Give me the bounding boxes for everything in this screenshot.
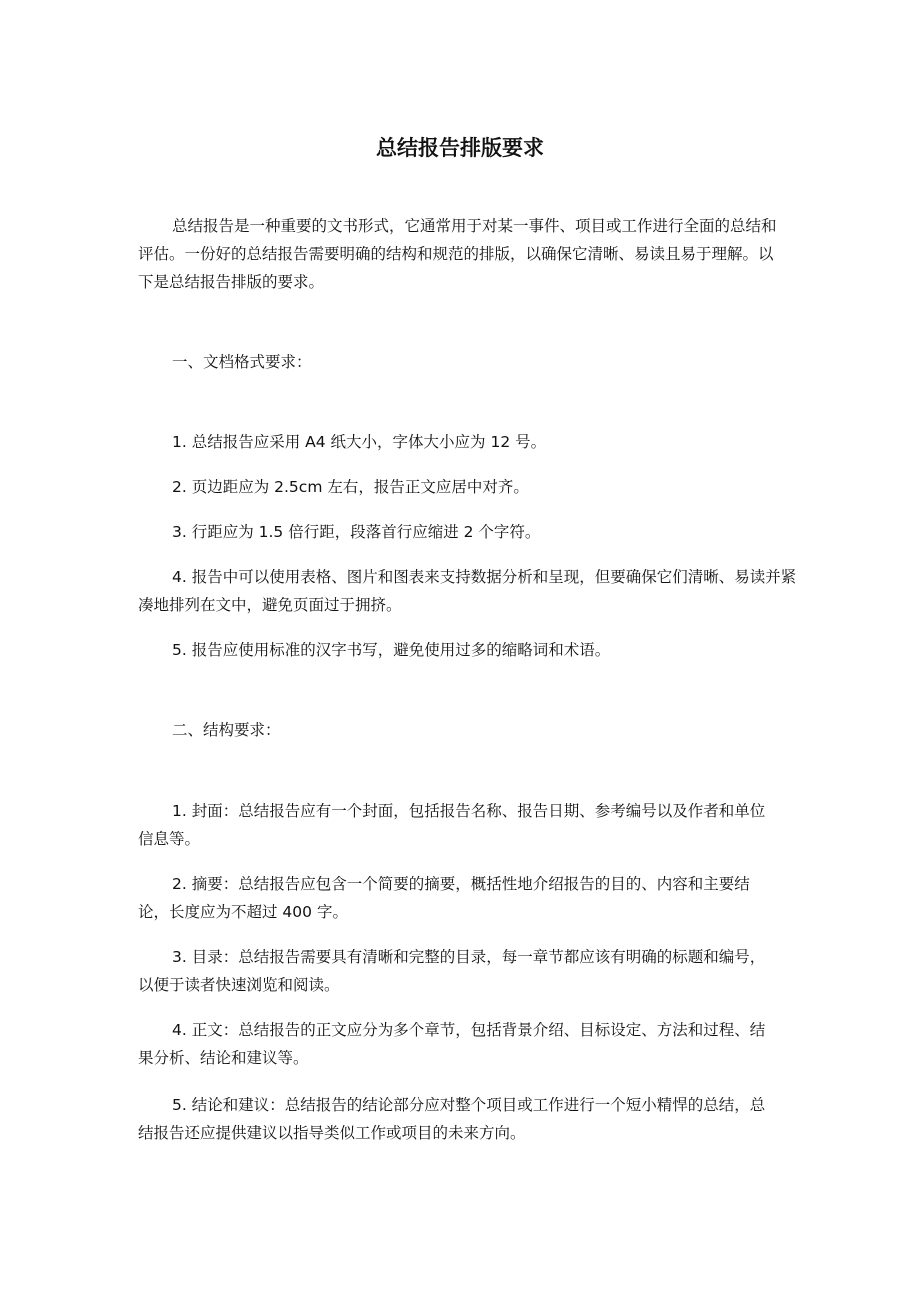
section2-item-3: 3. 目录：总结报告需要具有清晰和完整的目录，每一章节都应该有明确的标题和编号，以便于读者快速浏览和阅读。: [138, 948, 766, 994]
section2-heading: 二、结构要求：: [172, 721, 281, 739]
section1-item-3: 3. 行距应为 1.5 倍行距，段落首行应缩进 2 个字符。: [172, 523, 541, 541]
section1-heading: 一、文档格式要求：: [172, 353, 312, 371]
intro-paragraph: 总结报告是一种重要的文书形式，它通常用于对某一事件、项目或工作进行全面的总结和评估。一份好的总结报告需要明确的结构和规范的排版，以确保它清晰、易读且易于理解。以下是总结报告排版的要求。: [138, 217, 777, 291]
section2-item-4: 4. 正文：总结报告的正文应分为多个章节，包括背景介绍、目标设定、方法和过程、结果分析、结论和建议等。: [138, 1021, 766, 1067]
section2-item-5: 5. 结论和建议：总结报告的结论部分应对整个项目或工作进行一个短小精悍的总结，总结报告还应提供建议以指导类似工作或项目的未来方向。: [138, 1096, 766, 1142]
document-title: 总结报告排版要求: [376, 136, 544, 160]
section1-item-2: 2. 页边距应为 2.5cm 左右，报告正文应居中对齐。: [172, 478, 529, 496]
section2-item-2: 2. 摘要：总结报告应包含一个简要的摘要，概括性地介绍报告的目的、内容和主要结论，长度应为不超过 400 字。: [138, 875, 750, 921]
section2-item-1: 1. 封面：总结报告应有一个封面，包括报告名称、报告日期、参考编号以及作者和单位信息等。: [138, 802, 766, 848]
section1-item-4: 4. 报告中可以使用表格、图片和图表来支持数据分析和呈现，但要确保它们清晰、易读并紧凑地排列在文中，避免页面过于拥挤。: [138, 568, 797, 614]
section1-item-5: 5. 报告应使用标准的汉字书写，避免使用过多的缩略词和术语。: [172, 641, 611, 659]
section1-item-1: 1. 总结报告应采用 A4 纸大小，字体大小应为 12 号。: [172, 433, 547, 451]
